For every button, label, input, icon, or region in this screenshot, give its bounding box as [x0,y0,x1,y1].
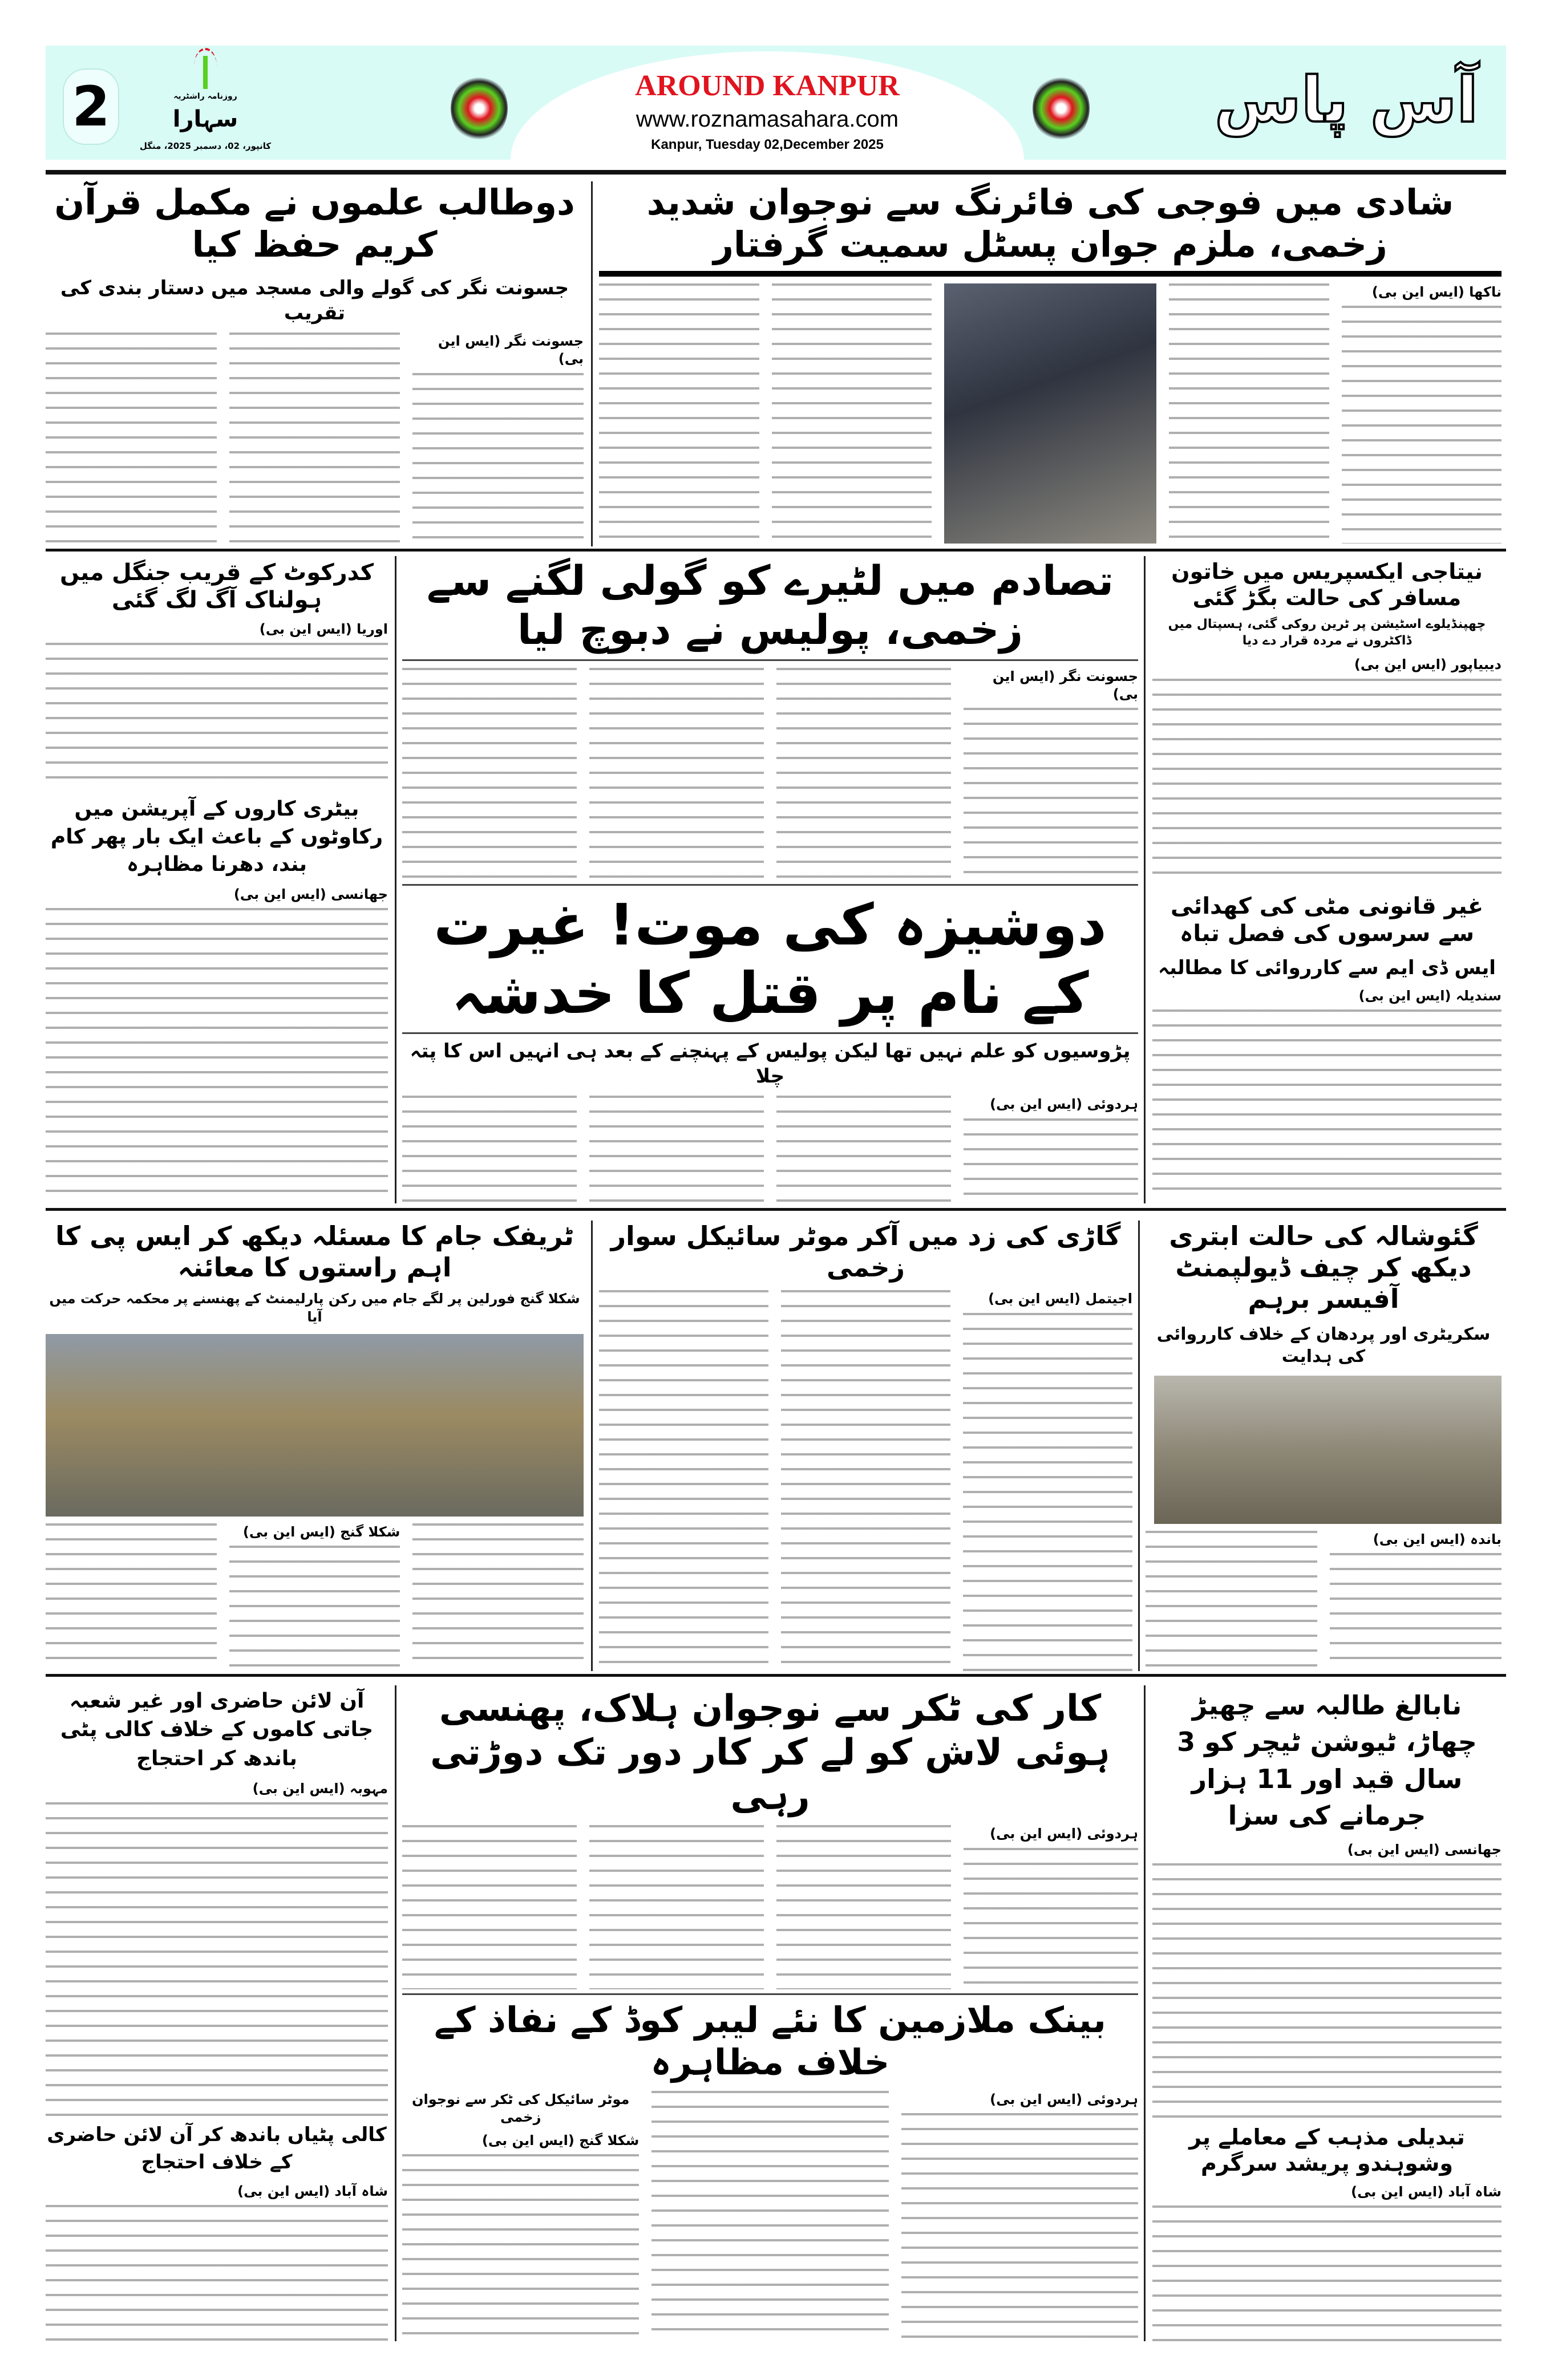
story-bike-injured [599,1221,1132,1671]
story-traffic-jam [46,1221,584,1671]
dateline: اوریا (ایس این بی) [259,621,388,637]
headline: دوشیزہ کی موت! غیرت کے نام پر قتل کا خدشہ [434,891,1107,1027]
urdu-section-title: آس پاس [1214,63,1479,136]
logo-tagline: روزنامہ راشٹریہ [173,92,237,101]
column-divider [591,1221,593,1671]
dateline: جھانسی (ایس این بی) [1347,1841,1502,1858]
dateline: شاہ آباد (ایس این بی) [237,2183,388,2200]
story-encounter [402,556,1138,878]
story-netaji-express [1152,559,1502,881]
divider [402,1993,1138,1995]
dateline: ہردوئی (ایس این بی) [990,1096,1138,1113]
story-conversion [1152,2124,1502,2341]
divider [46,1208,1506,1211]
sunburst-icon [1033,74,1090,143]
story-bank-employees [402,1999,1138,2341]
urdu-date: کانپور، 02، دسمبر 2025، منگل [139,141,272,151]
dateline: باندہ (ایس این بی) [1373,1531,1502,1547]
column-divider [591,181,593,546]
headline: بینک ملازمین کا نئے لیبر کوڈ کے نفاذ کے خلاف مظاہرہ [434,1999,1106,2083]
subheadline: شکلا گنج فورلین پر لگے جام میں رکن پارلیمنٹ کے پھنسنے پر محکمہ حرکت میں آیا [49,1291,580,1325]
sunburst-icon [451,74,508,143]
headline: کار کی ٹکر سے نوجوان ہلاک، پھنسی ہوئی لاش کو لے کر کار دور تک دوڑتی رہی [430,1688,1110,1818]
divider [46,1674,1506,1677]
story-car-accident [402,1687,1138,1989]
english-section-title: AROUND KANPUR [635,70,900,102]
subheadline: جسونت نگر کی گولے والی مسجد میں دستار بندی کی تقریب [60,276,569,325]
story-bike-collision [402,2091,639,2341]
column-divider [395,556,396,1203]
subheadline: پڑوسیوں کو علم نہیں تھا لیکن پولیس کے پہنچنے کے بعد ہی انہیں اس کا پتہ چلا [410,1040,1131,1088]
story-battery-cars [46,796,388,1202]
headline: شادی میں فوجی کی فائرنگ سے نوجوان شدید زخمی، ملزم جوان پسٹل سمیت گرفتار [646,181,1454,266]
dateline: جسونت نگر (ایس این بی) [438,333,584,367]
dateline: شکلا گنج (ایس این بی) [481,2132,640,2149]
headline: غیر قانونی مٹی کی کھدائی سے سرسوں کی فصل تباہ [1170,893,1484,947]
subheadline: ایس ڈی ایم سے کارروائی کا مطالبہ [1158,956,1496,979]
headline: تبدیلی مذہب کے معاملے پر وشوہندو پریشد سرگرم [1189,2124,1465,2176]
dateline: جسونت نگر (ایس این بی) [992,668,1138,702]
headline: کدرکوٹ کے قریب جنگل میں ہولناک آگ لگ گئی [60,559,374,613]
headline: گئوشالہ کی حالت ابتری دیکھ کر چیف ڈیولپمنٹ آفیسر برہم [1169,1221,1478,1315]
subheadline: سکریٹری اور پردھان کے خلاف کارروائی کی ہدایت [1156,1324,1491,1367]
story-illegal-mining [1152,893,1502,1201]
dateline: شکلا گنج (ایس این بی) [242,1523,400,1540]
story-gaushala [1146,1221,1502,1671]
headline: ٹریفک جام کا مسئلہ دیکھ کر ایس پی کا اہم راستوں کا معائنہ [55,1221,574,1283]
headline: کالی پٹیاں باندھ کر آن لائن حاضری کے خلاف احتجاج [47,2123,387,2174]
dateline: ہردوئی (ایس این بی) [990,2091,1138,2107]
story-black-bands [46,2122,388,2341]
logo-text: سہارا [172,106,238,132]
headline: آن لائن حاضری اور غیر شعبہ جاتی کاموں کے خلاف کالی پٹی باندھ کر احتجاج [60,1689,374,1770]
column-divider [1138,1221,1140,1671]
divider [402,884,1138,886]
website-url[interactable]: www.roznamasahara.com [636,107,899,132]
headline: گاڑی کی زد میں آکر موٹر سائیکل سوار زخمی [610,1221,1121,1283]
column-divider [1144,1685,1146,2341]
headline: نابالغ طالبہ سے چھیڑ چھاڑ، ٹیوشن ٹیچر کو 3 سال قید اور 11 ہزار جرمانے کی سزا [1177,1690,1477,1831]
headline: نیتاجی ایکسپریس میں خاتون مسافر کی حالت بگڑ گئی [1171,559,1483,610]
story-wedding-firing [599,181,1502,544]
headline: دوطالب علموں نے مکمل قرآن کریم حفظ کیا [54,181,575,266]
dateline: شاہ آباد (ایس این بی) [1351,2184,1502,2200]
masthead [46,46,1506,160]
news-photo-accused [944,283,1156,544]
headline: بیٹری کاروں کے آپریشن میں رکاوٹوں کے باعث ایک بار پھر کام بند، دھرنا مظاہرہ [50,797,383,877]
story-tuition-teacher [1152,1687,1502,2118]
dateline: دیبیاپور (ایس این بی) [1354,656,1502,673]
headline: تصادم میں لٹیرے کو گولی لگنے سے زخمی، پولیس نے دبوچ لیا [426,557,1114,654]
headline: موٹر سائیکل کی ٹکر سے نوجوان زخمی [412,2091,630,2125]
divider [46,170,1506,175]
dateline: سندیلہ (ایس این بی) [1358,988,1502,1004]
dateline: ناکھا (ایس این بی) [1371,283,1502,300]
dateline: اجیتمل (ایس این بی) [988,1291,1132,1307]
dateline: مہوبہ (ایس این بی) [252,1781,388,1797]
page-number-badge: 2 [63,68,119,145]
dateline: جھانسی (ایس این بی) [233,886,388,902]
column-divider [1144,556,1146,1203]
dateline: ہردوئی (ایس این بی) [990,1826,1138,1842]
story-forest-fire [46,559,388,790]
english-dateline: Kanpur, Tuesday 02,December 2025 [651,137,884,152]
news-photo-gaushala [1154,1376,1502,1524]
subheadline: چھپنڈیلوے اسٹیشن پر ٹرین روکی گئی، ہسپتال میں ڈاکٹروں نے مردہ قرار دے دیا [1168,617,1486,648]
divider [46,549,1506,552]
story-online-attendance [46,1687,388,2116]
story-girl-death [402,891,1138,1202]
column-divider [395,1685,396,2341]
story-quran-hifz [46,181,584,544]
sahara-logo [137,48,274,157]
news-photo-police-inspection [46,1334,584,1517]
